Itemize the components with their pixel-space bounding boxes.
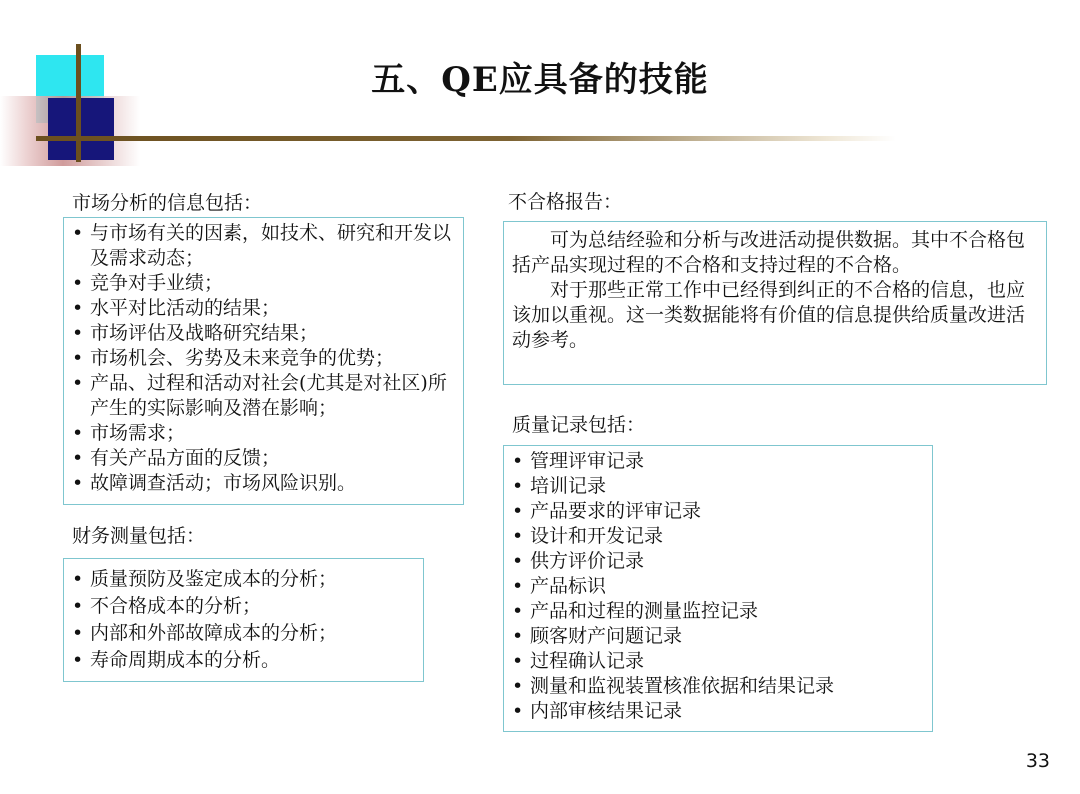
page-number: 33	[1025, 750, 1050, 772]
list-item: • 有关产品方面的反馈；	[72, 446, 455, 471]
list-item: • 产品要求的评审记录	[512, 499, 924, 524]
nonconformity-box	[503, 221, 1047, 385]
list-item: • 与市场有关的因素，如技术、研究和开发以及需求动态；	[72, 221, 455, 271]
list-item: • 竞争对手业绩；	[72, 271, 455, 296]
decor-navy-square	[48, 98, 114, 160]
decor-horizontal-line	[36, 136, 896, 141]
list-item: • 测量和监视装置核准依据和结果记录	[512, 674, 924, 699]
finance-label: 财务测量包括：	[72, 525, 206, 547]
list-item: • 市场机会、劣势及未来竞争的优势；	[72, 346, 455, 371]
list-item: • 市场需求；	[72, 421, 455, 446]
nonconformity-label: 不合格报告：	[508, 191, 623, 213]
list-item: • 产品和过程的测量监控记录	[512, 599, 924, 624]
market-box	[63, 217, 464, 505]
list-item: • 故障调查活动；市场风险识别。	[72, 471, 455, 496]
nonconformity-paragraph: 可为总结经验和分析与改进活动提供数据。其中不合格包括产品实现过程的不合格和支持过程的不合格。	[512, 229, 1026, 276]
list-item: • 顾客财产问题记录	[512, 624, 924, 649]
list-item: • 寿命周期成本的分析。	[72, 647, 415, 674]
finance-box	[63, 558, 424, 682]
list-item: • 市场评估及战略研究结果；	[72, 321, 455, 346]
slide-title: 五、QE应具备的技能	[371, 60, 709, 100]
list-item: • 过程确认记录	[512, 649, 924, 674]
market-label: 市场分析的信息包括：	[72, 192, 263, 214]
list-item: • 内部和外部故障成本的分析；	[72, 620, 415, 647]
list-item: • 产品、过程和活动对社会(尤其是对社区)所产生的实际影响及潜在影响；	[72, 371, 455, 421]
list-item: • 内部审核结果记录	[512, 699, 924, 724]
list-item: • 管理评审记录	[512, 449, 924, 474]
list-item: • 产品标识	[512, 574, 924, 599]
records-box	[503, 445, 933, 732]
list-item: • 培训记录	[512, 474, 924, 499]
list-item: • 水平对比活动的结果；	[72, 296, 455, 321]
nonconformity-paragraph: 对于那些正常工作中已经得到纠正的不合格的信息，也应该加以重视。这一类数据能将有价值的信息提供给质量改进活动参考。	[512, 279, 1026, 351]
list-item: • 不合格成本的分析；	[72, 593, 415, 620]
list-item: • 供方评价记录	[512, 549, 924, 574]
records-label: 质量记录包括：	[512, 414, 646, 436]
list-item: • 质量预防及鉴定成本的分析；	[72, 566, 415, 593]
list-item: • 设计和开发记录	[512, 524, 924, 549]
